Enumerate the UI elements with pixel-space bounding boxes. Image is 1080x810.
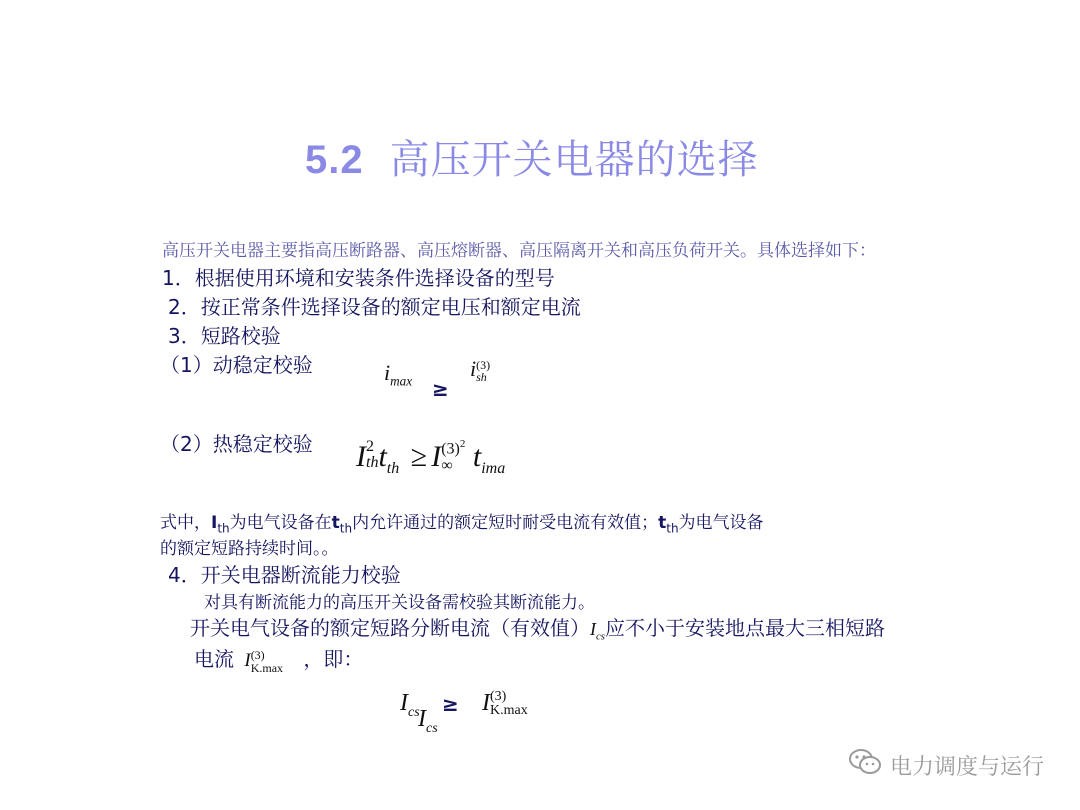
watermark bbox=[848, 748, 1044, 782]
f2-t: t bbox=[378, 440, 387, 473]
subitem-2: （2）热稳定校验 bbox=[160, 432, 313, 456]
f2-inf: ∞ bbox=[441, 456, 453, 474]
f2-t2: t bbox=[472, 440, 482, 473]
formula-dynamic-rhs bbox=[470, 356, 490, 383]
f3-k-sub: K.max bbox=[490, 703, 528, 719]
f2-sup3: (3) bbox=[441, 440, 460, 458]
intro-text: 高压开关电器主要指高压断路器、高压熔断器、高压隔离开关和高压负荷开关。具体选择如下： bbox=[162, 241, 876, 261]
f2-ima: ima bbox=[481, 460, 506, 477]
break-text-b: 应不小于安装地点最大三相短路 bbox=[605, 616, 885, 640]
f2-th-1: th bbox=[366, 454, 379, 472]
f3-op: ≥ bbox=[442, 692, 459, 716]
title-text: 高压开关电器的选择 bbox=[389, 137, 759, 183]
f2-th-2: th bbox=[386, 460, 400, 477]
item-3: 3．短路校验 bbox=[168, 324, 281, 348]
note-end: 为电气设备 bbox=[678, 513, 764, 533]
break-line-1: 对具有断流能力的高压开关设备需校验其断流能力。 bbox=[204, 593, 595, 613]
f1-lhs-sub: max bbox=[390, 373, 413, 389]
slide-title bbox=[305, 128, 759, 185]
f1-rhs: i bbox=[470, 356, 477, 381]
note-line-2: 的额定短路持续时间。。 bbox=[160, 539, 339, 559]
note-mid: 为电气设备在 bbox=[229, 513, 332, 533]
break-cs: cs bbox=[596, 630, 605, 643]
note-th-1: th bbox=[217, 521, 230, 536]
f1-op: ≥ bbox=[432, 377, 449, 401]
f1-lhs: i bbox=[384, 360, 391, 385]
note-line-1 bbox=[160, 508, 764, 535]
note-t-1: t bbox=[331, 513, 340, 533]
break-current: 电流 bbox=[194, 647, 234, 671]
subitem-1: （1）动稳定校验 bbox=[160, 353, 313, 377]
break-k-sub: K.max bbox=[250, 660, 284, 675]
f3-Ik: I bbox=[482, 690, 490, 716]
note-t-2: t bbox=[658, 513, 667, 533]
item-2: 2．按正常条件选择设备的额定电压和额定电流 bbox=[168, 295, 581, 319]
formula-breaking-overlap bbox=[418, 706, 438, 737]
note-desc: 内允许通过的额定短时耐受电流有效值； bbox=[352, 513, 659, 533]
wechat-icon bbox=[848, 748, 882, 782]
item-4: 4．开关电器断流能力校验 bbox=[168, 563, 401, 587]
break-ie: ，即： bbox=[303, 647, 364, 671]
break-line-3 bbox=[194, 643, 363, 675]
f2-I: I bbox=[356, 440, 366, 473]
formula-thermal bbox=[356, 440, 505, 478]
f2-sup2: 2 bbox=[459, 438, 466, 451]
note-prefix: 式中， bbox=[160, 513, 211, 533]
f3-Ics: I bbox=[400, 690, 408, 716]
f2-I2: I bbox=[431, 440, 442, 473]
formula-breaking-rhs bbox=[482, 690, 528, 718]
f3-k-sup: (3) bbox=[490, 689, 507, 705]
break-Ics: I bbox=[590, 619, 596, 639]
note-th-3: th bbox=[666, 521, 679, 536]
break-k-sup: (3) bbox=[250, 647, 265, 662]
f2-ge: ≥ bbox=[410, 440, 428, 473]
f1-rhs-sup: (3) bbox=[476, 357, 491, 372]
formula-breaking bbox=[400, 690, 420, 721]
f3-cs-2: cs bbox=[426, 720, 438, 736]
break-text-a: 开关电气设备的额定短路分断电流（有效值） bbox=[190, 616, 590, 640]
watermark-text: 电力调度与运行 bbox=[889, 754, 1044, 780]
item-1: 1．根据使用环境和安装条件选择设备的型号 bbox=[162, 266, 555, 290]
section-number: 5.2 bbox=[305, 138, 364, 182]
break-Ik: I bbox=[244, 650, 251, 671]
break-line-2 bbox=[190, 612, 885, 643]
note-I: I bbox=[211, 513, 218, 533]
formula-dynamic bbox=[384, 360, 412, 389]
f1-rhs-sub: sh bbox=[476, 369, 487, 384]
f3-Ics-2: I bbox=[418, 706, 426, 732]
f2-sq: 2 bbox=[366, 438, 374, 456]
f3-cs: cs bbox=[408, 704, 420, 720]
note-th-2: th bbox=[339, 521, 353, 536]
